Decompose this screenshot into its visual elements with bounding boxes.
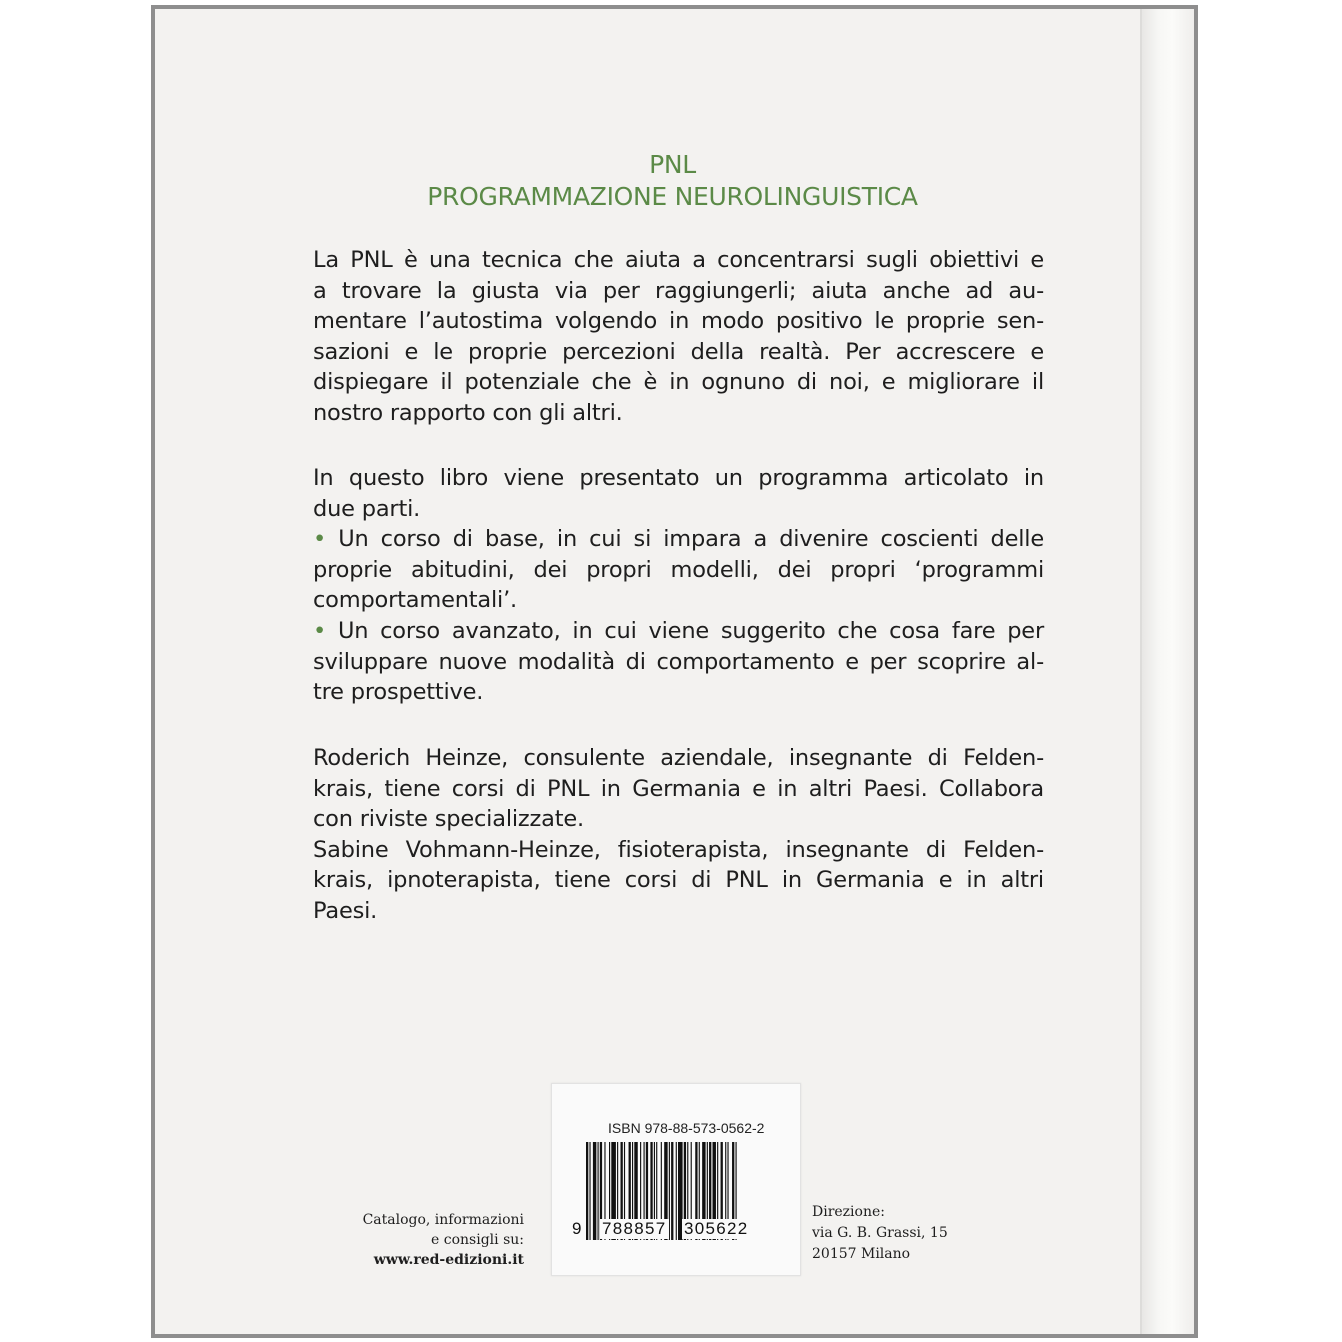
publisher-website-link: www.red-edizioni.it [373, 1252, 524, 1268]
text-line: Roderich Heinze, consulente aziendale, insegnante di Felden- [313, 745, 1044, 771]
text-line: mentare l’autostima volgendo in modo positivo le proprie sen- [313, 308, 1044, 335]
text-line: sazioni e le proprie percezioni della realtà. Per accrescere e [313, 338, 1044, 365]
barcode-bar [586, 1142, 588, 1240]
barcode-bar [593, 1142, 596, 1240]
barcode-bar [671, 1142, 673, 1240]
ean-left-digits: 788857 [602, 1219, 667, 1238]
book-subtitle: PROGRAMMAZIONE NEUROLINGUISTICA [427, 182, 918, 211]
catalog-line: e consigli su: [431, 1232, 524, 1248]
ean-first-digit: 9 [572, 1219, 582, 1238]
text-line: tre prospettive. [313, 679, 484, 706]
barcode-bar [598, 1142, 599, 1240]
bullet-icon: • [313, 617, 327, 644]
book-back-cover [151, 5, 1198, 1338]
bullet-icon: • [313, 526, 327, 553]
isbn-number: ISBN 978-88-573-0562-2 [608, 1120, 765, 1136]
text-line: La PNL è una tecnica che aiuta a concentrarsi sugli obiettivi e [313, 247, 1044, 273]
isbn-barcode-sticker [551, 1083, 801, 1276]
text-line: proprie abitudini, dei propri modelli, dei propri ‘programmi [313, 556, 1044, 583]
bullet-item-advanced-course [313, 616, 1044, 647]
text-line: sviluppare nuove modalità di comportamento e per scoprire al- [313, 648, 1044, 675]
catalog-line: Catalogo, informazioni [362, 1212, 524, 1228]
text-line: krais, ipnoterapista, tiene corsi di PNL in Germania e in altri [313, 867, 1044, 894]
text-line: con riviste specializzate. [313, 806, 584, 833]
intro-paragraph [313, 245, 1044, 429]
publisher-address [812, 1202, 948, 1265]
authors-paragraph [313, 743, 1044, 927]
text-line: a trovare la giusta via per raggiungerli; aiuta anche ad au- [313, 277, 1044, 304]
catalog-info [363, 1210, 524, 1270]
text-line: krais, tiene corsi di PNL in Germania e in altri Paesi. Collabora [313, 775, 1044, 802]
text-line: comportamentali’. [313, 587, 517, 614]
text-line: Paesi. [313, 897, 378, 924]
ean-right-digits: 305622 [684, 1219, 749, 1238]
text-line: due parti. [313, 495, 421, 522]
barcode-bar [669, 1142, 670, 1240]
bullet-text: Un corso di base, in cui si impara a divenire coscienti delle [338, 526, 1044, 553]
program-paragraph [313, 463, 1044, 708]
text-line: nostro rapporto con gli altri. [313, 399, 623, 426]
bullet-item-basic-course [313, 524, 1044, 555]
barcode-bar [676, 1142, 677, 1240]
text-line: In questo libro viene presentato un programma articolato in [313, 465, 1044, 491]
address-line: via G. B. Grassi, 15 [812, 1225, 948, 1241]
text-line: Sabine Vohmann-Heinze, fisioterapista, insegnante di Felden- [313, 836, 1044, 863]
address-line: 20157 Milano [812, 1246, 911, 1262]
barcode-bar [589, 1142, 590, 1240]
address-line: Direzione: [812, 1204, 885, 1220]
text-line: dispiegare il potenziale che è in ognuno di noi, e migliorare il [313, 369, 1044, 396]
book-title: PNL [649, 150, 696, 179]
bullet-text: Un corso avanzato, in cui viene suggerito che cosa fare per [337, 617, 1044, 644]
